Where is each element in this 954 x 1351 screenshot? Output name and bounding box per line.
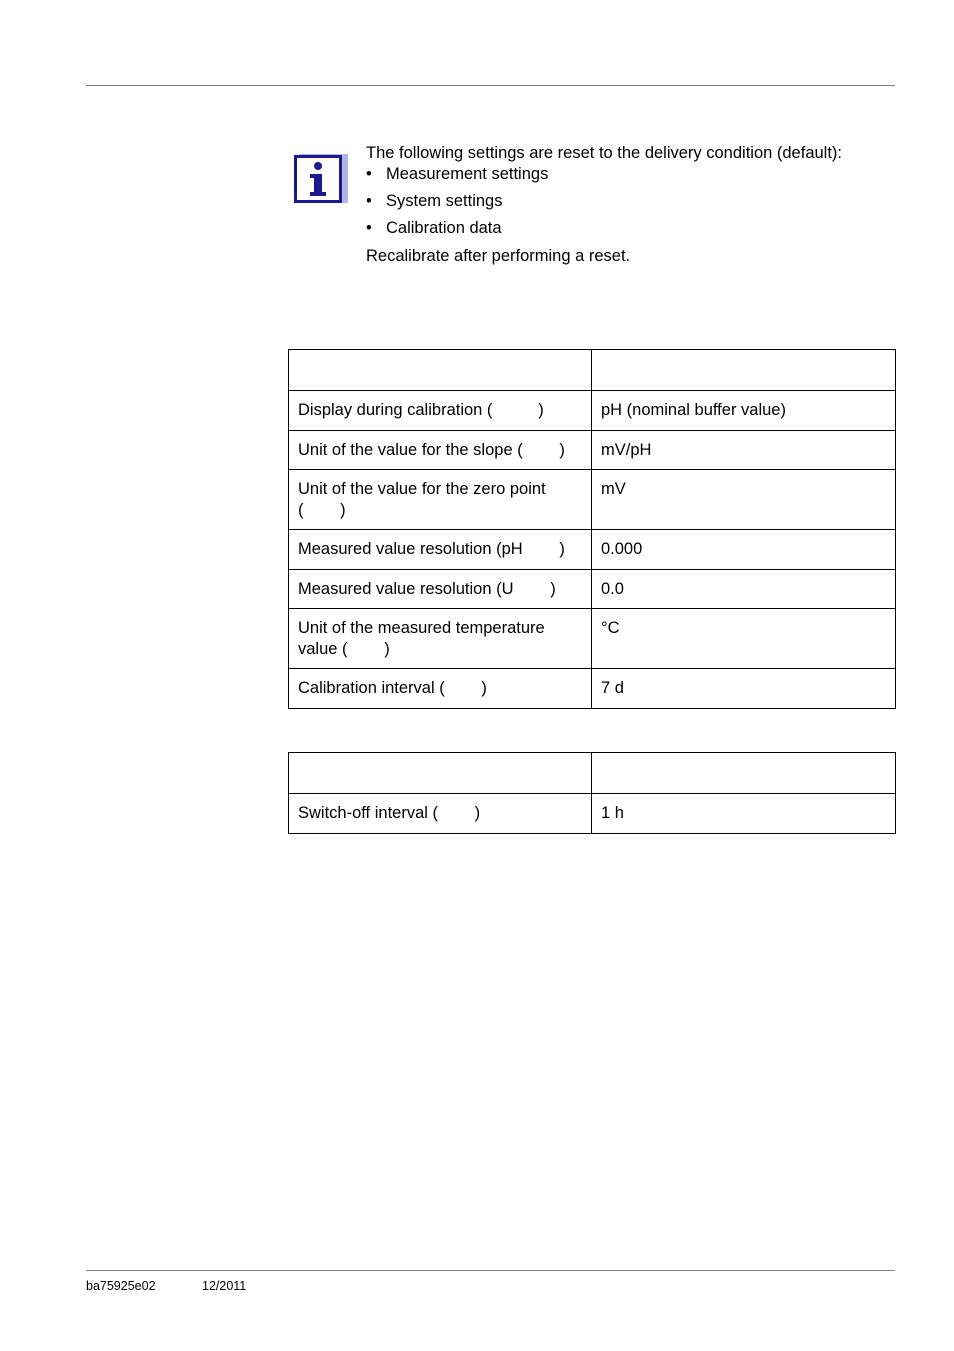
default-value-cell: °C (592, 609, 896, 669)
note-outro: Recalibrate after performing a reset. (366, 247, 631, 265)
table-row (289, 569, 896, 609)
table-row (289, 430, 896, 470)
default-value-cell: 0.000 (592, 530, 896, 570)
setting-name-cell: Unit of the value for the zero point ( ) (289, 470, 592, 530)
setting-name-cell: Unit of the value for the slope ( ) (289, 430, 592, 470)
bullet-dot: • (366, 192, 372, 210)
note-intro: The following settings are reset to the delivery condition (default): (366, 144, 843, 162)
table-header-cell (289, 350, 592, 391)
default-value-cell: 0.0 (592, 569, 896, 609)
setting-name-cell: Calibration interval ( ) (289, 669, 592, 709)
table-row (289, 391, 896, 431)
footer-doc-id: ba75925e02 (86, 1279, 156, 1293)
default-value-cell: 7 d (592, 669, 896, 709)
setting-name-cell: Unit of the measured temperature value ( ) (289, 609, 592, 669)
bullet-dot: • (366, 219, 372, 237)
setting-name-cell: Display during calibration ( ) (289, 391, 592, 431)
table-row (289, 794, 896, 834)
table-header-row (289, 350, 896, 391)
table-header-cell (592, 753, 896, 794)
default-value-cell: 1 h (592, 794, 896, 834)
table-header-cell (592, 350, 896, 391)
footer-date: 12/2011 (202, 1279, 247, 1293)
bullet-text: Measurement settings (386, 165, 549, 183)
bullet-dot: • (366, 165, 372, 183)
info-icon (294, 149, 348, 203)
table-row (289, 470, 896, 530)
footer-rule (86, 1270, 895, 1271)
table-header-cell (289, 753, 592, 794)
setting-name-cell: Measured value resolution (U ) (289, 569, 592, 609)
table-row (289, 609, 896, 669)
setting-name-cell: Measured value resolution (pH ) (289, 530, 592, 570)
table-row (289, 669, 896, 709)
bullet-text: Calibration data (386, 219, 502, 237)
bullet-text: System settings (386, 192, 503, 210)
measurement-settings-table (288, 349, 896, 709)
table-header-row (289, 753, 896, 794)
header-rule (86, 85, 895, 86)
default-value-cell: mV (592, 470, 896, 530)
default-value-cell: pH (nominal buffer value) (592, 391, 896, 431)
setting-name-cell: Switch-off interval ( ) (289, 794, 592, 834)
table-row (289, 530, 896, 570)
system-settings-table (288, 752, 896, 834)
default-value-cell: mV/pH (592, 430, 896, 470)
